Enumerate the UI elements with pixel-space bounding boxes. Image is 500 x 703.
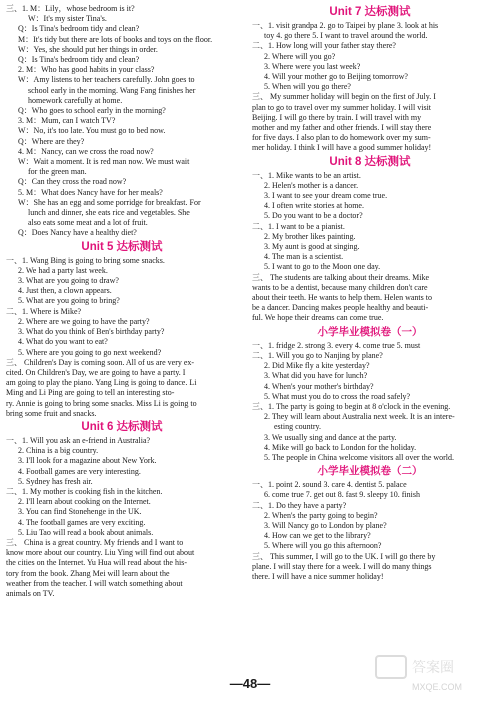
text-line: 2. When's the party going to begin?: [264, 510, 378, 520]
text-line: 三、 China is a great country. My friends and I want to: [6, 537, 184, 547]
text-line: for the green man.: [28, 167, 87, 177]
section-heading: Unit 8 达标测试: [329, 155, 411, 168]
text-line: toy 4. go there 5. I want to travel around the world.: [264, 31, 428, 41]
text-line: mother and my father and other friends. I will stay there: [252, 123, 432, 133]
text-line: 二、1. Where is Mike?: [6, 306, 82, 316]
text-line: 2. I'll learn about cooking on the Internet.: [18, 497, 151, 507]
text-line: 二、1. How long will your father stay there?: [252, 41, 396, 51]
text-line: 一、1. fridge 2. strong 3. every 4. come true 5. must: [252, 340, 421, 350]
text-line: 2. Did Mike fly a kite yesterday?: [264, 361, 370, 371]
text-line: 5. Do you want to be a doctor?: [264, 211, 363, 221]
text-line: 2. We had a party last week.: [18, 265, 108, 275]
section-heading: Unit 7 达标测试: [329, 6, 411, 18]
text-line: 一、1. Will you ask an e-friend in Australia?: [6, 435, 151, 445]
text-line: 三、 The students are talking about their dreams. Mike: [252, 272, 430, 282]
text-line: 3. Will Nancy go to London by plane?: [264, 520, 387, 530]
text-line: Q：Can they cross the road now?: [18, 177, 127, 187]
text-line: be a dancer. Dancing makes people healthy and beauti-: [252, 303, 429, 313]
right-column: [252, 4, 488, 582]
text-line: 3. What do you think of Ben's birthday party?: [18, 327, 165, 337]
text-line: W：She has an egg and some porridge for breakfast. For: [18, 197, 201, 207]
text-line: 一、1. Wang Bing is going to bring some snacks.: [6, 255, 165, 265]
text-line: 5. Liu Tao will read a book about animals.: [18, 527, 154, 537]
text-line: 二、1. Do they have a party?: [252, 500, 347, 510]
text-line: 4. M：Nancy, can we cross the road now?: [18, 146, 154, 156]
text-line: 4. Mike will go back to London for the holiday.: [264, 442, 417, 452]
text-line: 5. Sydney has fresh air.: [18, 476, 93, 486]
text-line: Ming and Li Ping are going to tell an interesting sto-: [6, 388, 175, 398]
text-line: 二、1. Will you go to Nanjing by plane?: [252, 350, 383, 360]
text-line: 5. What must you do to cross the road safely?: [264, 391, 411, 401]
text-line: 三、1. M：Lily，whose bedroom is it?: [6, 4, 135, 13]
text-line: 二、1. I want to be a pianist.: [252, 221, 345, 231]
text-line: 4. I often write stories at home.: [264, 201, 364, 211]
text-line: the cities on the Internet. Yu Hua will read about the his-: [6, 558, 187, 568]
watermark-cn: 答案圈: [412, 659, 454, 675]
text-line: 3. What did you have for lunch?: [264, 371, 368, 381]
text-line: 4. What do you want to eat?: [18, 337, 108, 347]
text-line: cited. On Children's Day, we are going to have a party. I: [6, 367, 186, 377]
text-line: 2. Helen's mother is a dancer.: [264, 180, 359, 190]
text-line: 2. China is a big country.: [18, 446, 99, 456]
text-line: 3. M：Mum, can I watch TV?: [18, 116, 116, 126]
text-line: W：Amy listens to her teachers carefully. John goes to: [18, 75, 195, 85]
text-line: weather from the teacher. I will watch something about: [6, 578, 183, 588]
text-line: 5. When will you go there?: [264, 82, 351, 92]
text-line: for five days. I also plan to do homework over my sum-: [252, 133, 431, 143]
text-line: lunch and dinner, she eats rice and vegetables. She: [28, 208, 190, 218]
text-line: 二、1. My mother is cooking fish in the kitchen.: [6, 486, 163, 496]
text-line: about their teeth. He wants to help them. Helen wants to: [252, 293, 432, 303]
text-line: W：Wait a moment. It is red man now. We must wait: [18, 157, 190, 167]
text-line: W：No, it's too late. You must go to bed now.: [18, 126, 166, 136]
section-heading: Unit 5 达标测试: [81, 240, 163, 253]
text-line: 4. Will your mother go to Beijing tomorrow?: [264, 72, 408, 82]
text-line: ful. We hope their dreams can come true.: [252, 313, 384, 323]
text-line: Q：Is Tina's bedroom tidy and clean?: [18, 24, 140, 34]
text-line: 2. Where will you go?: [264, 51, 336, 61]
section-heading: 小学毕业模拟卷（一）: [317, 325, 423, 338]
text-line: 一、1. visit grandpa 2. go to Taipei by plane 3. look at his: [252, 21, 439, 30]
text-line: esting country.: [274, 422, 322, 432]
watermark-logo: [372, 652, 492, 698]
text-line: 2. My brother likes painting.: [264, 231, 356, 241]
text-line: 3. You can find Stonehenge in the UK.: [18, 507, 142, 517]
text-line: 5. The people in China welcome visitors all over the world.: [264, 452, 455, 462]
text-line: bring some fruit and snacks.: [6, 408, 97, 418]
text-line: know more about our country. Liu Ying will find out about: [6, 548, 195, 558]
text-line: 5. I want to go to the Moon one day.: [264, 262, 381, 272]
text-line: 3. I'll look for a magazine about New York.: [18, 456, 157, 466]
text-line: plane. I will stay there for a week. I will do many things: [252, 561, 432, 571]
text-line: 4. How can we get to the library?: [264, 531, 371, 541]
text-line: 4. The man is a scientist.: [264, 252, 344, 262]
text-line: Q：Does Nancy have a healthy diet?: [18, 228, 137, 238]
text-line: plan to go to travel over my summer holiday. I will visit: [252, 102, 432, 112]
text-line: 5. Where will you go this afternoon?: [264, 541, 382, 551]
text-line: mer holiday. I think I will have a good summer holiday!: [252, 143, 432, 153]
text-line: 三、 My summer holiday will begin on the first of July. I: [252, 92, 436, 102]
text-line: W：It's my sister Tina's.: [28, 14, 107, 24]
text-line: 2. M：Who has good habits in your class?: [18, 65, 155, 75]
text-line: 三、 Children's Day is coming soon. All of us are very ex-: [6, 357, 195, 367]
section-heading: Unit 6 达标测试: [81, 420, 163, 433]
text-line: animals on TV.: [6, 588, 55, 598]
text-line: ry. Annie is going to bring some snacks. Miss Li is going to: [6, 398, 197, 408]
text-line: 4. The football games are very exciting.: [18, 517, 146, 527]
left-column: [6, 4, 238, 599]
text-line: 3. What are you going to draw?: [18, 276, 119, 286]
text-line: 4. When's your mother's birthday?: [264, 381, 374, 391]
text-line: 6. come true 7. get out 8. fast 9. sleepy 10. finish: [264, 490, 420, 500]
text-line: am going to play the piano. Yang Ling is going to dance. Li: [6, 378, 197, 388]
text-line: 三、1. The party is going to begin at 8 o'clock in the evening.: [252, 401, 451, 411]
text-line: 2. They will learn about Australia next week. It is an intere-: [264, 412, 455, 422]
text-line: there. I will have a nice summer holiday!: [252, 571, 384, 581]
text-line: homework carefully at home.: [28, 95, 123, 105]
text-line: Q：Where are they?: [18, 136, 85, 146]
text-line: 3. Where were you last week?: [264, 61, 361, 71]
text-line: Q：Is Tina's bedroom tidy and clean?: [18, 55, 140, 65]
text-line: Q：Who goes to school early in the morning?: [18, 106, 166, 116]
text-line: Beijing. I will go there by train. I will travel with my: [252, 112, 422, 122]
section-heading: 小学毕业模拟卷（二）: [317, 465, 423, 478]
text-line: M：It's tidy but there are lots of books and toys on the floor.: [18, 34, 213, 44]
text-line: 一、1. point 2. sound 3. care 4. dentist 5. palace: [252, 480, 407, 490]
text-line: also eats some meat and a lot of fruit.: [28, 218, 148, 228]
text-line: 2. Where are we going to have the party?: [18, 316, 150, 326]
watermark-url: MXQE.COM: [412, 682, 463, 692]
text-line: 5. Where are you going to go next weekend?: [18, 347, 162, 357]
text-line: 4. Football games are very interesting.: [18, 466, 141, 476]
text-line: 一、1. Mike wants to be an artist.: [252, 170, 361, 180]
text-line: 4. Just then, a clown appears.: [18, 286, 112, 296]
text-line: 5. What are you going to bring?: [18, 296, 120, 306]
page-number: —48—: [229, 676, 271, 691]
text-line: 3. We usually sing and dance at the party.: [264, 432, 397, 442]
text-line: 三、 This summer, I will go to the UK. I will go there by: [252, 551, 436, 561]
text-line: 5. M：What does Nancy have for her meals?: [18, 187, 163, 197]
text-line: W：Yes, she should put her things in order.: [18, 44, 158, 54]
text-line: wants to be a dentist, because many children don't care: [252, 282, 428, 292]
text-line: 3. My aunt is good at singing.: [264, 242, 360, 252]
text-line: school early in the morning. Wang Fang finishes her: [28, 85, 196, 95]
text-line: 3. I want to see your dream come true.: [264, 191, 388, 201]
text-line: tory from the book. Zhang Mei will learn about the: [6, 568, 170, 578]
